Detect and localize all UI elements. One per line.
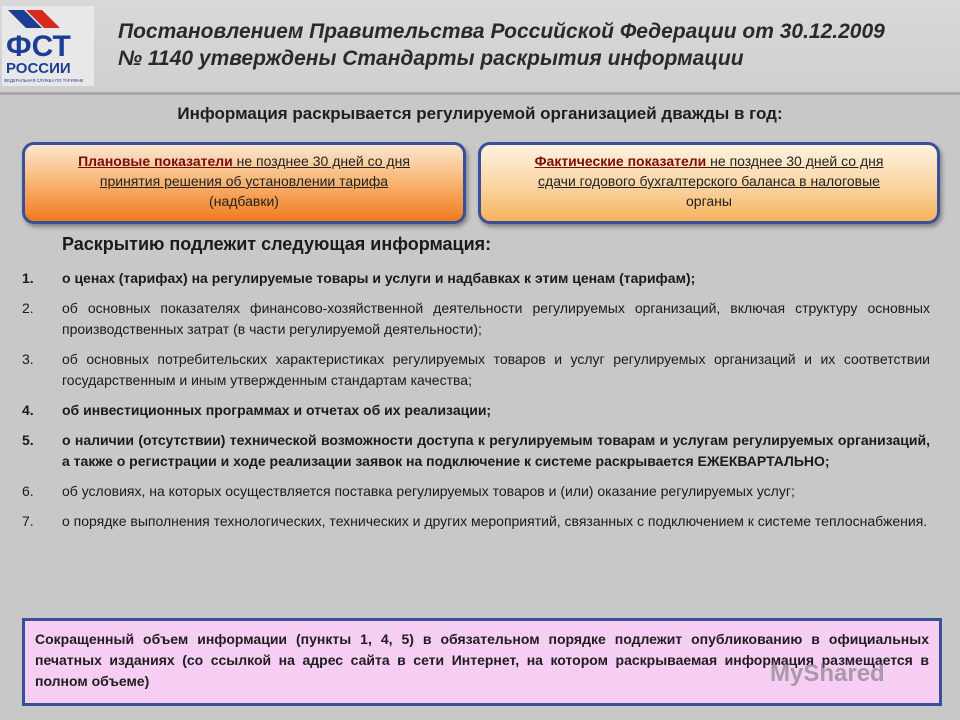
item-text: о наличии (отсутствии) технической возможности доступа к регулируемым товарам и услугам регулируемых организаций, а также о регистрации и ходе реализации заявок на подключение к системе раскрывается ЕЖЕКВАРТАЛЬНО; [62, 432, 930, 469]
planned-text-3: (надбавки) [209, 193, 279, 209]
planned-text-1: не позднее 30 дней со дня [232, 153, 410, 169]
item-number: 6. [22, 483, 34, 499]
item-number: 1. [22, 270, 34, 286]
item-text: об инвестиционных программах и отчетах об их реализации; [62, 402, 492, 418]
subheading: Информация раскрывается регулируемой организацией дважды в год: [177, 104, 783, 123]
item-text: об условиях, на которых осуществляется поставка регулируемых товаров и (или) оказание регулируемых услуг; [62, 483, 795, 499]
logo-text: ФСТ [6, 30, 71, 63]
item-number: 3. [22, 351, 34, 367]
item-text: о порядке выполнения технологических, технических и других мероприятий, связанных с подключением к системе теплоснабжения. [62, 513, 928, 529]
actual-text-1: не позднее 30 дней со дня [706, 153, 884, 169]
logo-caption: ФЕДЕРАЛЬНАЯ СЛУЖБА ПО ТАРИФАМ [4, 78, 84, 83]
list-item [22, 481, 930, 502]
title-line-1: Постановлением Правительства Российской Федерации от 30.12.2009 [118, 20, 885, 43]
actual-text-3: органы [686, 193, 732, 209]
list-item [22, 298, 930, 340]
item-text: об основных потребительских характеристиках регулируемых товаров и услуг регулируемых организаций и их соответствии государственным и иным утвержденным стандартам качества; [62, 351, 930, 388]
item-text: об основных показателях финансово-хозяйственной деятельности регулируемых организаций, включая структуру основных производственных затрат (в части регулируемой деятельности); [62, 300, 930, 337]
publication-note: Сокращенный объем информации (пункты 1, 4, 5) в обязательном порядке подлежит опубликованию в официальных печатных изданиях (со ссылкой на адрес сайта в сети Интернет, на котором раскрываемая информация размещается в полном объеме) [22, 618, 942, 706]
item-number: 5. [22, 432, 34, 448]
actual-lead: Фактические показатели [534, 153, 707, 169]
actual-indicators-box [478, 142, 940, 224]
planned-lead: Плановые показатели [78, 153, 233, 169]
planned-text-2: принятия решения об установлении тарифа [99, 173, 389, 189]
header-divider [0, 92, 960, 95]
fst-logo [2, 6, 94, 86]
item-number: 2. [22, 300, 34, 316]
logo-subtext: РОССИИ [6, 60, 71, 77]
item-number: 7. [22, 513, 34, 529]
list-item [22, 349, 930, 391]
list-item [22, 400, 930, 421]
actual-text-2: сдачи годового бухгалтерского баланса в налоговые [538, 173, 880, 189]
section-title: Раскрытию подлежит следующая информация: [62, 234, 492, 254]
list-item [22, 511, 930, 532]
title-line-2: № 1140 утверждены Стандарты раскрытия информации [118, 47, 744, 70]
item-number: 4. [22, 402, 34, 418]
item-text: о ценах (тарифах) на регулируемые товары и услуги и надбавках к этим ценам (тарифам); [62, 270, 696, 286]
list-item [22, 268, 930, 289]
list-item [22, 430, 930, 472]
header [0, 0, 960, 92]
planned-indicators-box [22, 142, 466, 224]
page-title [118, 18, 948, 72]
watermark: MyShared [770, 660, 885, 687]
disclosure-list [22, 268, 930, 532]
